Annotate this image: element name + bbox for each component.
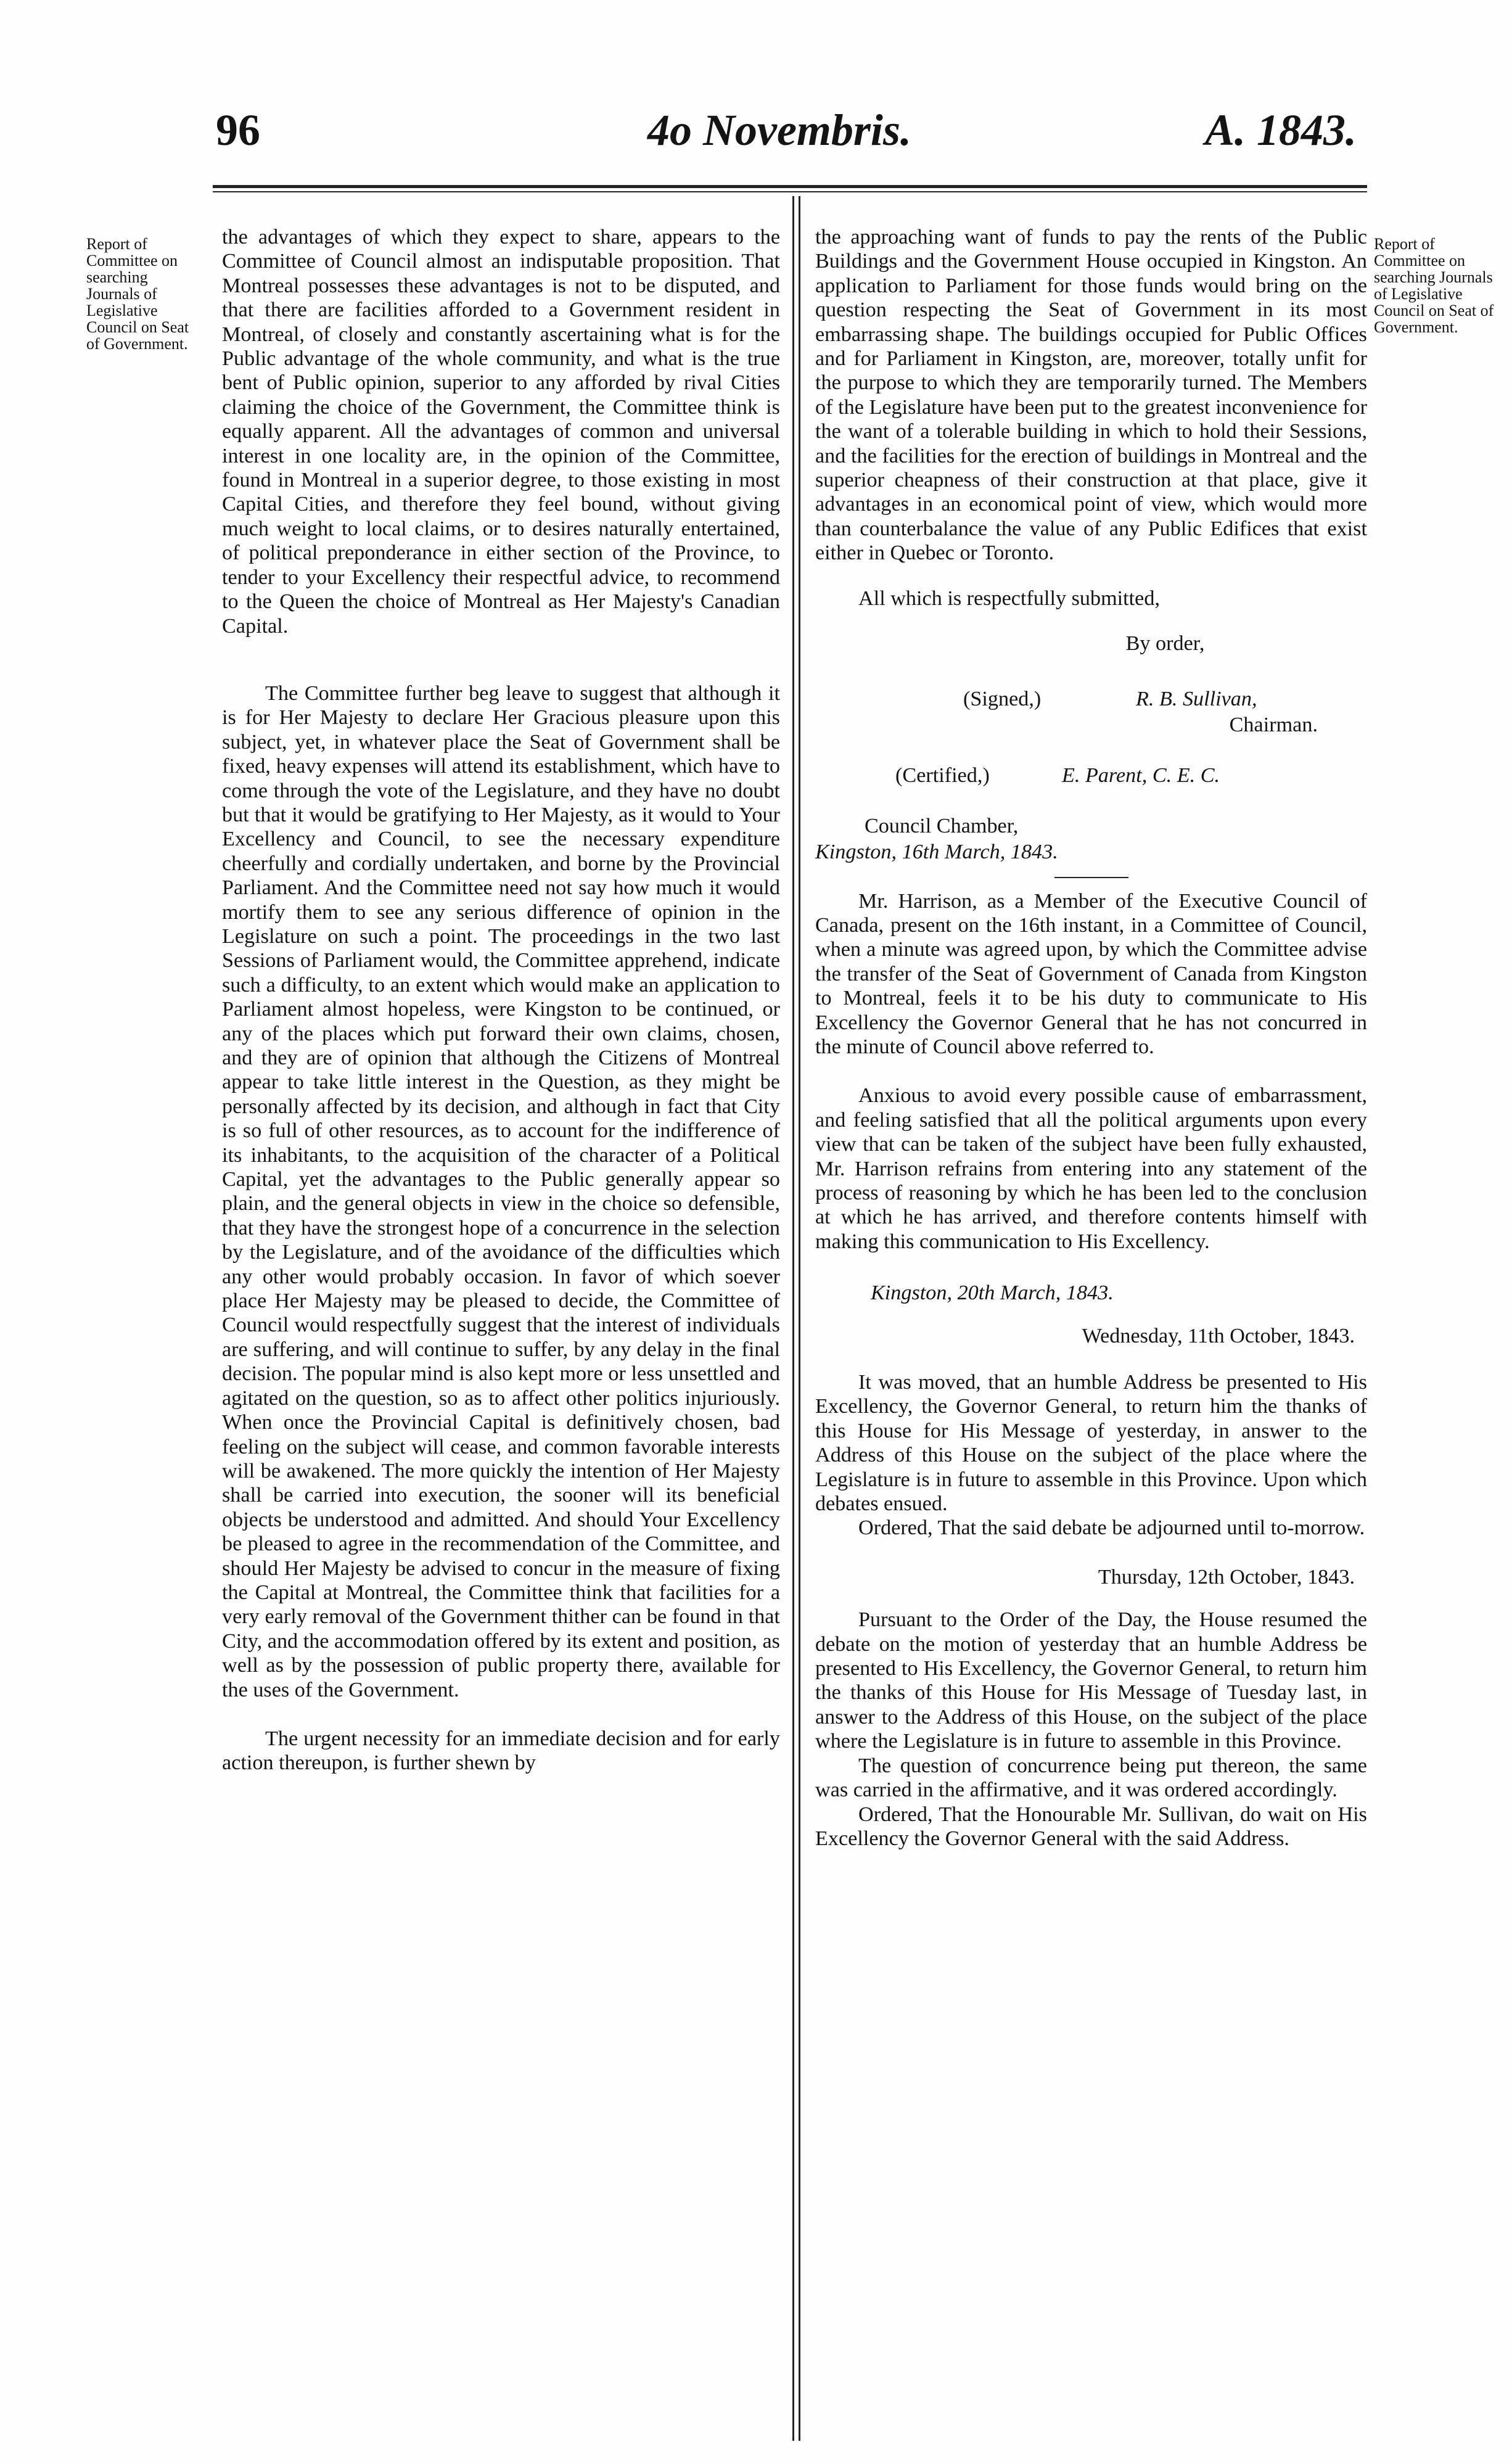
council-place-date: Kingston, 16th March, 1843.: [815, 840, 1058, 863]
paragraph: Mr. Harrison, as a Member of the Executive Council of Canada, present on the 16th instant, in a Committee of Council, when a minute was agreed upon, by which the Committee advise the transfer of the Seat of Government of Canada from Kingston to Montreal, feels it to be his duty to communicate to His Excellency the Governor General that he has not concurred in the minute of Council above referred to.: [815, 889, 1367, 1058]
paragraph: It was moved, that an humble Address be presented to His Excellency, the Governor General, to return him the thanks of this House for His Message of yesterday, in answer to the Address of this House on the subject of the place where the Legislature is in future to assemble in this Province. Upon which debates ensued.: [815, 1371, 1367, 1516]
certified-name: E. Parent, C. E. C.: [1062, 763, 1220, 787]
signed-label: (Signed,): [963, 687, 1042, 710]
column-divider-second: [799, 196, 800, 2441]
paragraph: The urgent necessity for an immediate decision and for early action thereupon, is further shewn by: [222, 1727, 780, 1775]
margin-note-left: Report of Committee on searching Journals of Legislative Council on Seat of Government.: [86, 235, 189, 353]
header-rule: [213, 185, 1367, 188]
signed-name: R. B. Sullivan,: [1136, 687, 1257, 710]
date-heading-wednesday: Wednesday, 11th October, 1843.: [1082, 1324, 1355, 1347]
section-dash: [1054, 877, 1128, 878]
paragraph: Pursuant to the Order of the Day, the House resumed the debate on the motion of yesterday that an humble Address be presented to His Excellency, the Governor General, to return him the thanks of this House for His Message of Tuesday last, in answer to the Address of this House, on the subject of the place where the Legislature is in future to assemble in this Province.: [815, 1608, 1367, 1753]
certified-block: [815, 763, 1367, 789]
page-number: 96: [216, 105, 260, 155]
signature-title-line: [815, 713, 1367, 739]
paragraph: the approaching want of funds to pay the rents of the Public Buildings and the Government House occupied in Kingston. An application to Parliament for those funds would bring on the question respecting the Seat of Government in its most embarrassing shape. The buildings occupied for Public Offices and for Parliament in Kingston, are, moreover, totally unfit for the purpose to which they are temporarily turned. The Members of the Legislature have been put to the greatest inconvenience for the want of a tolerable building in which to hold their Sessions, and the facilities for the erection of buildings in Montreal and the superior cheapness of their construction at that place, give it advantages in an economical point of view, which would more than counterbalance the value of any Public Edifices that exist either in Quebec or Toronto.: [815, 226, 1367, 565]
council-chamber-line: [815, 814, 1367, 840]
certified-label: (Certified,): [895, 763, 990, 787]
paragraph: Ordered, That the Honourable Mr. Sullivan, do wait on His Excellency the Governor General with the said Address.: [815, 1803, 1367, 1850]
kingston-date: Kingston, 20th March, 1843.: [871, 1281, 1114, 1305]
left-column: [222, 225, 780, 1775]
signature-block: [815, 687, 1367, 713]
column-divider: [792, 196, 794, 2441]
paragraph: Ordered, That the said debate be adjourned until to-morrow.: [858, 1516, 1365, 1540]
submitted-line: All which is respectfully submitted,: [858, 586, 1160, 610]
header-year: A. 1843.: [1204, 105, 1357, 155]
header-rule-thin: [213, 191, 1367, 192]
paragraph: The Committee further beg leave to suggest that although it is for Her Majesty to declare Her Gracious pleasure upon this subject, yet, in whatever place the Seat of Government shall be fixed, heavy expenses will attend its establishment, which have to come through the vote of the Legislature, and they have no doubt but that it would be gratifying to Her Majesty, as it would to Your Excellency and Council, to see the necessary expenditure cheerfully and cordially undertaken, and borne by the Provincial Parliament. And the Committee need not say how much it would mortify them to see any serious difference of opinion in the Legislature on such a point. The proceedings in the two last Sessions of Parliament would, the Committee apprehend, indicate such a difficulty, to an extent which would make an application to Parliament almost hopeless, were Kingston to be continued, or any of the places which put forward their own claims, chosen, and they are of opinion that although the Citizens of Montreal appear to take little interest in the Question, as they might be personally affected by its decision, and although in fact that City is so full of other resources, as to account for the indifference of its inhabitants, to the acquisition of the character of a Political Capital, yet the advantages to the Public generally appear so plain, and the general objects in view in the choice so defensible, that they have the strongest hope of a concurrence in the selection by the Legislature, and of the avoidance of the difficulties which any other would probably occasion. In favor of which soever place Her Majesty may be pleased to decide, the Committee of Council would respectfully suggest that the interest of individuals are suffering, and will continue to suffer, by any delay in the final decision. The popular mind is also kept more or less unsettled and agitated on the question, so as to affect other politics injuriously. When once the Provincial Capital is definitively chosen, bad feeling on the subject will cease, and common favorable interests will be awakened. The more quickly the intention of Her Majesty shall be carried into execution, the sooner will its beneficial objects be understood and admitted. And should Your Excellency be pleased to agree in the recommendation of the Committee, and should Her Majesty be advised to concur in the measure of fixing the Capital at Montreal, the Committee think that facilities for a very early removal of the Government thither can be found in that City, and the accommodation offered by its extent and position, as well as by the possession of public property there, available for the uses of the Government.: [222, 681, 780, 1701]
date-heading-thursday: Thursday, 12th October, 1843.: [1098, 1565, 1355, 1589]
right-column: [815, 225, 1367, 1851]
signed-title: Chairman.: [1229, 713, 1318, 736]
header-date: 4o Novembris.: [647, 105, 911, 155]
paragraph: The question of concurrence being put thereon, the same was carried in the affirmative, and it was ordered accordingly.: [815, 1754, 1367, 1802]
by-order: By order,: [1125, 632, 1205, 656]
paragraph: Anxious to avoid every possible cause of embarrassment, and feeling satisfied that all the political arguments upon every view that can be taken of the subject have been fully exhausted, Mr. Harrison refrains from entering into any statement of the process of reasoning by which he has been led to the conclusion at which he has arrived, and therefore contents himself with making this communication to His Excellency.: [815, 1084, 1367, 1253]
paragraph: the advantages of which they expect to share, appears to the Committee of Council almost an indisputable proposition. That Montreal possesses these advantages is not to be disputed, and that there are facilities afforded to a Government resident in Montreal, of closely and constantly ascertaining what is for the Public advantage of the whole community, and what is the true bent of Public opinion, superior to any afforded by rival Cities claiming the choice of the Government, the Committee think is equally apparent. All the advantages of common and universal interest in one locality are, in the opinion of the Committee, found in Montreal in a superior degree, to those existing in most Capital Cities, and therefore they feel bound, without giving much weight to local claims, or to desires naturally entertained, of political preponderance in either section of the Province, to tender to your Excellency their respectful advice, to recommend to the Queen the choice of Montreal as Her Majesty's Canadian Capital.: [222, 226, 780, 638]
page-header: [216, 99, 1357, 167]
council-date-line: [815, 840, 1367, 866]
margin-note-right: Report of Committee on searching Journals of Legislative Council on Seat of Government.: [1374, 235, 1494, 336]
council-chamber: Council Chamber,: [865, 814, 1019, 837]
